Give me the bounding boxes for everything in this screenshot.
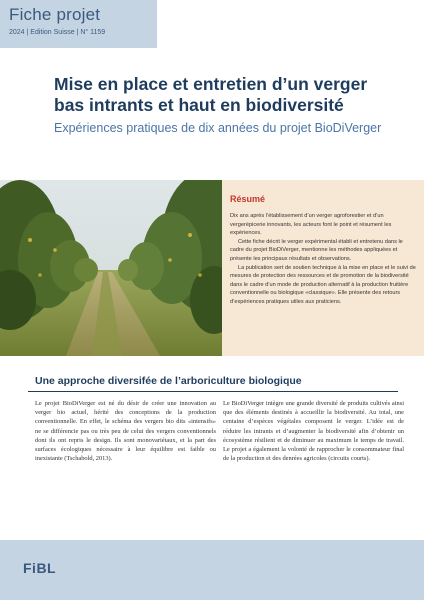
summary-heading: Résumé <box>230 194 266 204</box>
orchard-photo <box>0 180 222 356</box>
fibl-logo: FiBL <box>23 560 57 576</box>
summary-paragraph: Cette fiche décrit le verger expérimental établi et entretenu dans le cadre du projet BioDiVerger, mentionne les méthodes appliquées et présente les principaux résultats et observations. <box>230 238 403 262</box>
series-header-box <box>0 0 157 48</box>
page-title <box>54 74 394 116</box>
series-title: Fiche projet <box>9 5 101 24</box>
page-subtitle: Expériences pratiques de dix années du projet BioDiVerger <box>54 121 382 135</box>
issue-meta: 2024 | Edition Suisse | N° 1159 <box>9 29 106 36</box>
body-paragraph: Le BioDiVerger intègre une grande diversité de produits cultivés ainsi que des éléments destinés à accueillir la biodiversité. Au total, une centaine d’espèces végétales composent le verger. L’idée est de réduire les intrants et d’augmenter la biodiversité afin d’obtenir un écosystème résilient et de diminuer au maximum le temps de travail. Le projet a également la volonté de rapprocher le consommateur final de la production et des denrées agricoles (circuits courts). <box>223 400 404 463</box>
page-title-line2: bas intrants et haut en biodiversité <box>54 95 344 115</box>
summary-paragraph: Dix ans après l’établissement d’un verger agroforestier et d’un vergerépicerie innovants, les acteurs font le point et résument les expériences. <box>230 213 392 237</box>
section-rule <box>28 391 398 392</box>
summary-paragraph: La publication sert de soutien technique à la mise en place et le suivi de mesures de protection des ressources et de promotion de la biodiversité dans le cadre d’un mode de production alternatif à la production fruitière conventionnelle ou biologique «classique». Elle présente des retours d’expériences pratiques utiles aux praticiens. <box>230 264 416 305</box>
body-column-right <box>223 399 404 463</box>
body-column-left <box>35 399 216 463</box>
summary-text <box>230 212 418 307</box>
footer-band <box>0 540 424 600</box>
section-heading: Une approche diversifée de l’arboriculture biologique <box>35 375 302 387</box>
body-paragraph: Le projet BioDiVerger est né du désir de créer une innovation au verger bio actuel, hérité des conceptions de la production conventionnelle. En effet, le schéma des vergers bio dits «intensifs» ne se différencie pas ou très peu de celui des vergers conventionnels dont ils ont repris le design. Ils sont monovariétaux, et la part des surfaces écologiques nécessaire à leur équilibre est faible ou inexistante (Tschabold, 2013). <box>35 400 216 463</box>
summary-box <box>222 180 424 356</box>
page-title-line1: Mise en place et entretien d’un verger <box>54 74 368 94</box>
